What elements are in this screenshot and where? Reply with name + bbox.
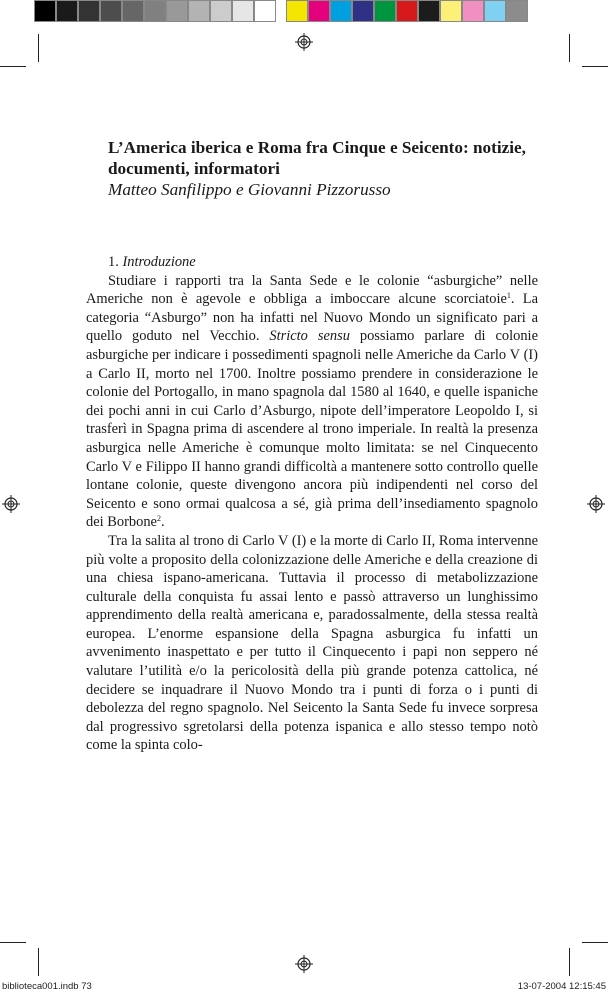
grey-swatch: [232, 0, 254, 22]
color-swatch: [440, 0, 462, 22]
grey-swatch: [144, 0, 166, 22]
section-title: Introduzione: [122, 254, 196, 270]
registration-mark-icon: [295, 955, 313, 973]
color-swatch: [352, 0, 374, 22]
crop-mark: [0, 942, 26, 943]
paragraphs: [86, 272, 538, 755]
grey-swatch: [254, 0, 276, 22]
grey-swatches: [34, 0, 276, 22]
color-swatch: [374, 0, 396, 22]
article-authors: Matteo Sanfilippo e Giovanni Pizzorusso: [108, 180, 391, 199]
text-run: possiamo parlare di colonie asburgiche per indicare i possedimenti spagnoli nelle Americhe da Carlo V (I) a Carlo II, morto nel 1700. Inoltre possiamo prendere in considerazione le colonie del Portogallo, in mano spagnola dal 1580 al 1640, e quelle ispaniche dei pochi anni in cui Carlo d’Asburgo, nipote dell’imperatore Leopoldo I, si trasferì in Spagna prima di ascendere al trono imperiale. In realtà la presenza asburgica nelle Americhe è comunque molto limitata: se nel Cinquecento Carlo V e Filippo II hanno grandi difficoltà a mantenere sotto controllo quelle lontane colonie, queste divengono ancora più indipendenti nel corso del Seicento e sono ormai qualcosa a sé, già prima dell’insediamento spagnolo dei Borbone: [86, 328, 538, 531]
grey-swatch: [122, 0, 144, 22]
print-color-bar: [34, 0, 528, 22]
footnote-ref: 1: [506, 291, 511, 301]
crop-mark: [38, 948, 39, 976]
text-run: Studiare i rapporti tra la Santa Sede e le colonie “asburgiche” nelle Americhe non è agevole e obbliga a imboccare alcune scorciatoie: [86, 272, 538, 308]
color-swatch: [286, 0, 308, 22]
footer-file-slug: biblioteca001.indb 73: [2, 981, 92, 992]
grey-swatch: [210, 0, 232, 22]
text-run: . La categoria “Asburgo” non ha infatti nel Nuovo Mondo un significato pari a quello goduto nel Vecchio.: [86, 291, 538, 345]
article-body: [86, 253, 538, 755]
color-swatch: [484, 0, 506, 22]
crop-mark: [38, 34, 39, 62]
body-paragraph: [86, 272, 538, 532]
color-swatch: [418, 0, 440, 22]
footer-timestamp: 13-07-2004 12:15:45: [517, 981, 606, 992]
section-number: 1.: [108, 254, 123, 270]
grey-swatch: [188, 0, 210, 22]
registration-mark-icon: [587, 495, 605, 513]
article-header: [108, 137, 538, 200]
color-swatch: [462, 0, 484, 22]
grey-swatch: [34, 0, 56, 22]
crop-mark: [582, 66, 608, 67]
registration-mark-icon: [295, 33, 313, 51]
article-title: L’America iberica e Roma fra Cinque e Seicento: notizie, documenti, informatori: [108, 138, 526, 178]
grey-swatch: [166, 0, 188, 22]
registration-mark-icon: [2, 495, 20, 513]
crop-mark: [0, 66, 26, 67]
footnote-ref: 2: [156, 514, 161, 524]
text-run: Tra la salita al trono di Carlo V (I) e la morte di Carlo II, Roma intervenne più volte a proposito della colonizzazione delle Americhe e della creazione di una chiesa ispano-americana. Tuttavia il processo di metabolizzazione culturale della conquista fu assai lento e passò attraverso un lunghissimo apprendimento della realtà americana e, paradossalmente, della stessa realtà europea. L’enorme espansione della Spagna asburgica fu infatti un avvenimento inaspettato e per tutto il Cinquecento i papi non seppero né valutare l’utilità e/o la pericolosità della più grande potenza cattolica, né decidere se inquadrare il Nuovo Mondo tra i punti di forza o i punti di debolezza del regno spagnolo. Nel Seicento la Santa Sede fu invece sorpresa dal progressivo sgretolarsi della potenza ispanica e allo stesso tempo notò come la spinta colo-: [86, 532, 538, 754]
grey-swatch: [100, 0, 122, 22]
italic-term: Stricto sensu: [269, 328, 350, 345]
color-swatch: [396, 0, 418, 22]
section-heading: [86, 253, 538, 272]
color-swatch: [330, 0, 352, 22]
grey-swatch: [78, 0, 100, 22]
crop-mark: [569, 948, 570, 976]
text-run: .: [160, 514, 165, 531]
crop-mark: [582, 942, 608, 943]
color-swatches: [286, 0, 528, 22]
color-swatch: [308, 0, 330, 22]
crop-mark: [569, 34, 570, 62]
body-paragraph: [86, 532, 538, 755]
color-swatch: [506, 0, 528, 22]
grey-swatch: [56, 0, 78, 22]
